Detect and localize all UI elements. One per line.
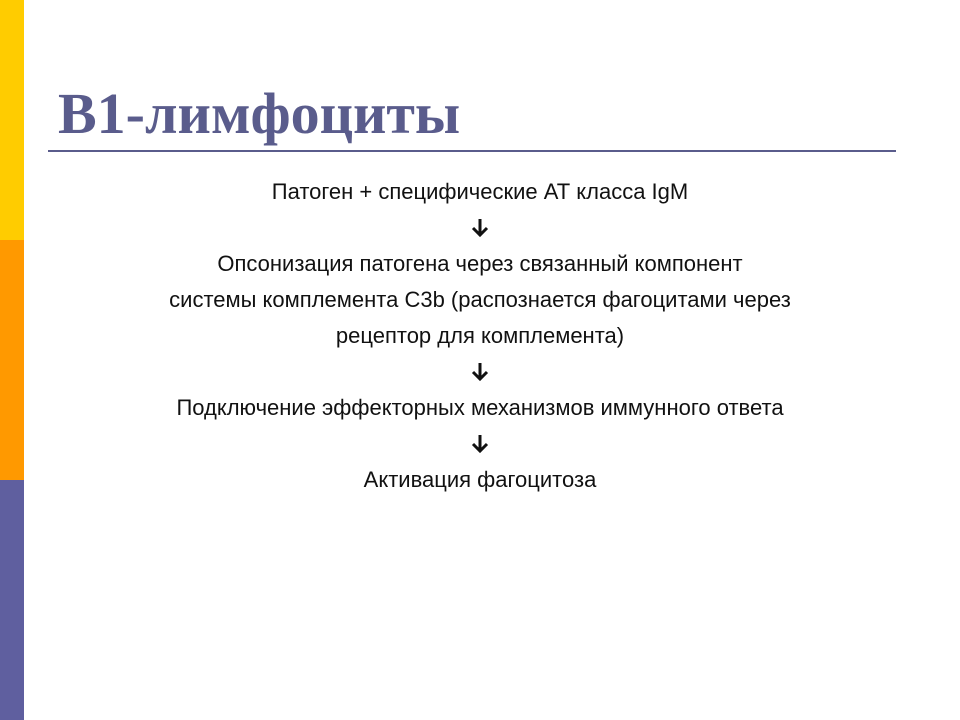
arrow-down-icon (24, 426, 936, 462)
flow-step-effector-mechanisms: Подключение эффекторных механизмов иммунного ответа (176, 395, 784, 420)
arrow-down-icon-glyph (471, 362, 489, 382)
process-flow (24, 174, 936, 498)
title-divider (48, 150, 896, 152)
flow-step-phagocytosis: Активация фагоцитоза (363, 467, 597, 492)
accent-stripe-orange (0, 240, 24, 480)
arrow-down-icon-glyph (471, 218, 489, 238)
accent-stripe-yellow (0, 0, 24, 240)
flow-step-pathogen: Патоген + специфические АТ класса IgM (271, 179, 689, 204)
slide-title: B1-лимфоциты (58, 81, 461, 146)
arrow-down-icon (24, 210, 936, 246)
flow-step-opsonization-line-2: системы комплемента С3b (распознается фагоцитами через (169, 287, 791, 312)
arrow-down-icon (24, 354, 936, 390)
accent-stripe-purple (0, 480, 24, 720)
flow-step-opsonization-line-3: рецептор для комплемента) (335, 323, 625, 348)
side-accent-bar (0, 0, 24, 720)
flow-step-opsonization-line-1: Опсонизация патогена через связанный компонент (217, 251, 743, 276)
arrow-down-icon-glyph (471, 434, 489, 454)
